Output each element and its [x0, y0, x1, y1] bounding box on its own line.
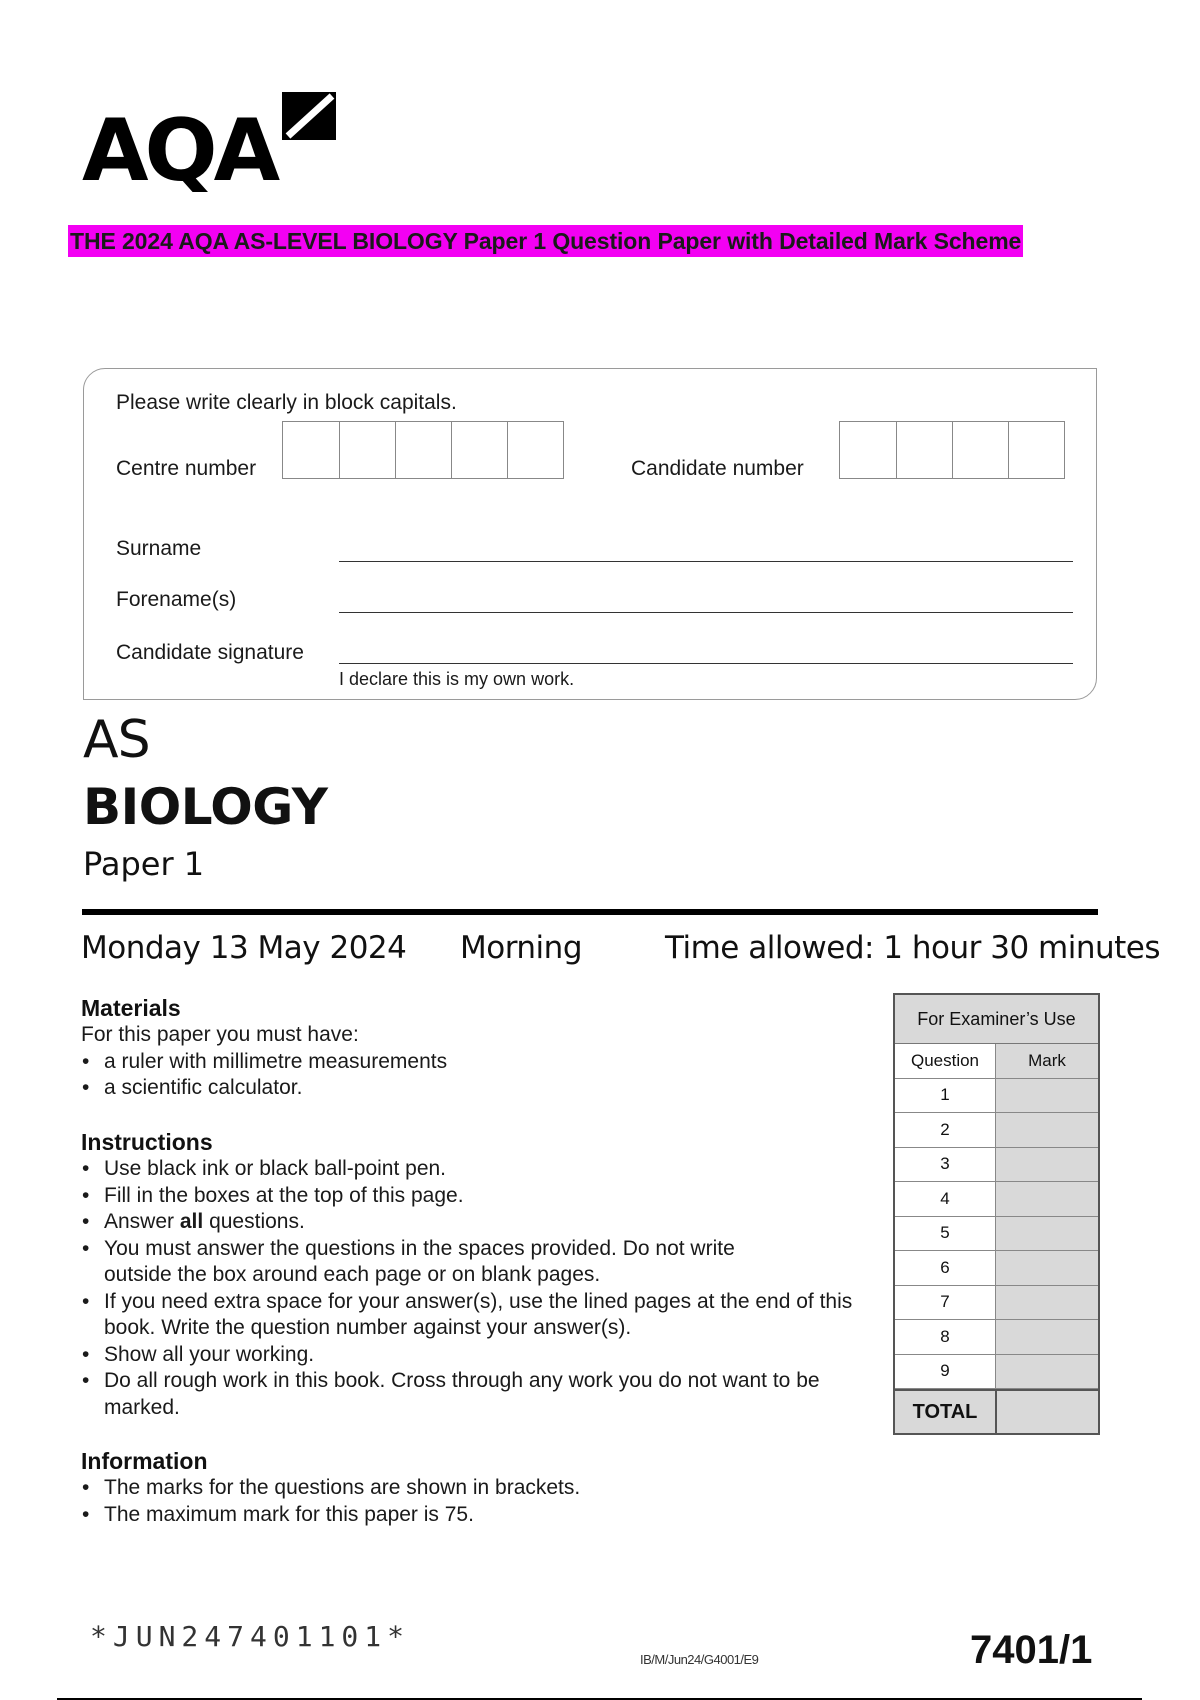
materials-list: [81, 1049, 841, 1102]
answer-prefix: Answer: [104, 1210, 175, 1233]
digit-box[interactable]: [451, 422, 507, 478]
candidate-details-box: [83, 368, 1097, 700]
mark-column-header: Mark: [996, 1044, 1098, 1078]
document-reference: IB/M/Jun24/G4001/E9: [640, 1652, 759, 1667]
aqa-logo: [82, 92, 342, 192]
question-number: 2: [895, 1113, 996, 1147]
instructions-section: [81, 1129, 861, 1421]
table-row: [895, 1217, 1098, 1252]
signature-line[interactable]: [339, 663, 1073, 664]
information-list: [81, 1475, 841, 1528]
materials-intro: For this paper you must have:: [81, 1023, 359, 1046]
digit-box[interactable]: [840, 422, 896, 478]
list-item: • The maximum mark for this paper is 75.: [81, 1502, 841, 1529]
table-row: [895, 1286, 1098, 1321]
digit-box[interactable]: [1008, 422, 1064, 478]
table-row: [895, 1320, 1098, 1355]
question-number: 5: [895, 1217, 996, 1251]
list-item: • a ruler with millimetre measurements: [81, 1049, 841, 1076]
information-section: [81, 1448, 841, 1528]
answer-bold: all: [179, 1210, 204, 1233]
mark-cell[interactable]: [996, 1286, 1098, 1320]
answer-rest: questions.: [203, 1210, 305, 1233]
table-row: [895, 1113, 1098, 1148]
digit-box[interactable]: [283, 422, 339, 478]
examiner-use-table: [893, 993, 1100, 1435]
instructions-list: [81, 1156, 861, 1421]
question-number: 7: [895, 1286, 996, 1320]
total-row: [895, 1389, 1098, 1433]
candidate-number-field[interactable]: [839, 421, 1065, 479]
list-item: • Use black ink or black ball-point pen.: [81, 1156, 861, 1183]
table-row: [895, 1148, 1098, 1183]
materials-heading: Materials: [81, 995, 181, 1021]
aqa-logo-text: AQA: [82, 101, 277, 192]
mark-cell[interactable]: [996, 1320, 1098, 1354]
table-header-row: [895, 1044, 1098, 1079]
table-row: [895, 1079, 1098, 1114]
forenames-label: Forename(s): [116, 588, 237, 611]
mark-cell[interactable]: [996, 1182, 1098, 1216]
instructions-heading: Instructions: [81, 1129, 213, 1155]
paper-number: Paper 1: [83, 845, 205, 883]
subject-title: BIOLOGY: [83, 778, 328, 836]
list-item: • Fill in the boxes at the top of this page.: [81, 1183, 861, 1210]
centre-number-label: Centre number: [116, 457, 257, 480]
qualification-level: AS: [83, 710, 150, 770]
question-number: 3: [895, 1148, 996, 1182]
list-item: • You must answer the questions in the spaces provided. Do not write outside the box around each page or on blank pages.: [81, 1236, 794, 1289]
digit-box[interactable]: [507, 422, 563, 478]
candidate-number-label: Candidate number: [631, 457, 804, 480]
digit-box[interactable]: [395, 422, 451, 478]
materials-section: [81, 995, 841, 1102]
centre-number-field[interactable]: [282, 421, 564, 479]
declaration-text: I declare this is my own work.: [339, 669, 575, 689]
total-label: TOTAL: [895, 1391, 997, 1433]
mark-cell[interactable]: [996, 1355, 1098, 1389]
surname-label: Surname: [116, 537, 202, 560]
table-row: [895, 1251, 1098, 1286]
surname-line[interactable]: [339, 561, 1073, 562]
aqa-logo-mark: [282, 92, 336, 140]
signature-label: Candidate signature: [116, 641, 304, 664]
list-item: • a scientific calculator.: [81, 1075, 841, 1102]
exam-date: Monday 13 May 2024: [81, 930, 407, 966]
table-row: [895, 1182, 1098, 1217]
question-number: 8: [895, 1320, 996, 1354]
examiner-table-title: For Examiner’s Use: [895, 995, 1098, 1044]
block-capitals-instruction: Please write clearly in block capitals.: [116, 391, 457, 414]
digit-box[interactable]: [952, 422, 1008, 478]
question-number: 9: [895, 1355, 996, 1389]
list-item: • Show all your working.: [81, 1342, 861, 1369]
question-number: 4: [895, 1182, 996, 1216]
table-row: [895, 1355, 1098, 1390]
list-item: • Do all rough work in this book. Cross through any work you do not want to be marked.: [81, 1368, 834, 1421]
question-column-header: Question: [895, 1044, 996, 1078]
mark-cell[interactable]: [996, 1148, 1098, 1182]
question-number: 1: [895, 1079, 996, 1113]
digit-box[interactable]: [896, 422, 952, 478]
barcode-text: *JUN247401101*: [90, 1620, 411, 1653]
mark-cell[interactable]: [996, 1113, 1098, 1147]
exam-session: Morning: [460, 930, 582, 966]
time-allowed: Time allowed: 1 hour 30 minutes: [665, 930, 1161, 966]
forenames-line[interactable]: [339, 612, 1073, 613]
mark-cell[interactable]: [996, 1251, 1098, 1285]
question-number: 6: [895, 1251, 996, 1285]
total-mark-cell[interactable]: [997, 1391, 1098, 1433]
information-heading: Information: [81, 1448, 208, 1474]
banner-text: THE 2024 AQA AS-LEVEL BIOLOGY Paper 1 Question Paper with Detailed Mark Scheme: [68, 225, 1023, 257]
divider: [82, 909, 1098, 915]
digit-box[interactable]: [339, 422, 395, 478]
list-item: • If you need extra space for your answer(s), use the lined pages at the end of this book. Write the question number against your answer(s).: [81, 1289, 874, 1342]
list-item: [81, 1209, 861, 1236]
mark-cell[interactable]: [996, 1079, 1098, 1113]
paper-code: 7401/1: [970, 1628, 1093, 1672]
list-item: • The marks for the questions are shown in brackets.: [81, 1475, 841, 1502]
mark-cell[interactable]: [996, 1217, 1098, 1251]
title-banner: [68, 228, 1023, 255]
